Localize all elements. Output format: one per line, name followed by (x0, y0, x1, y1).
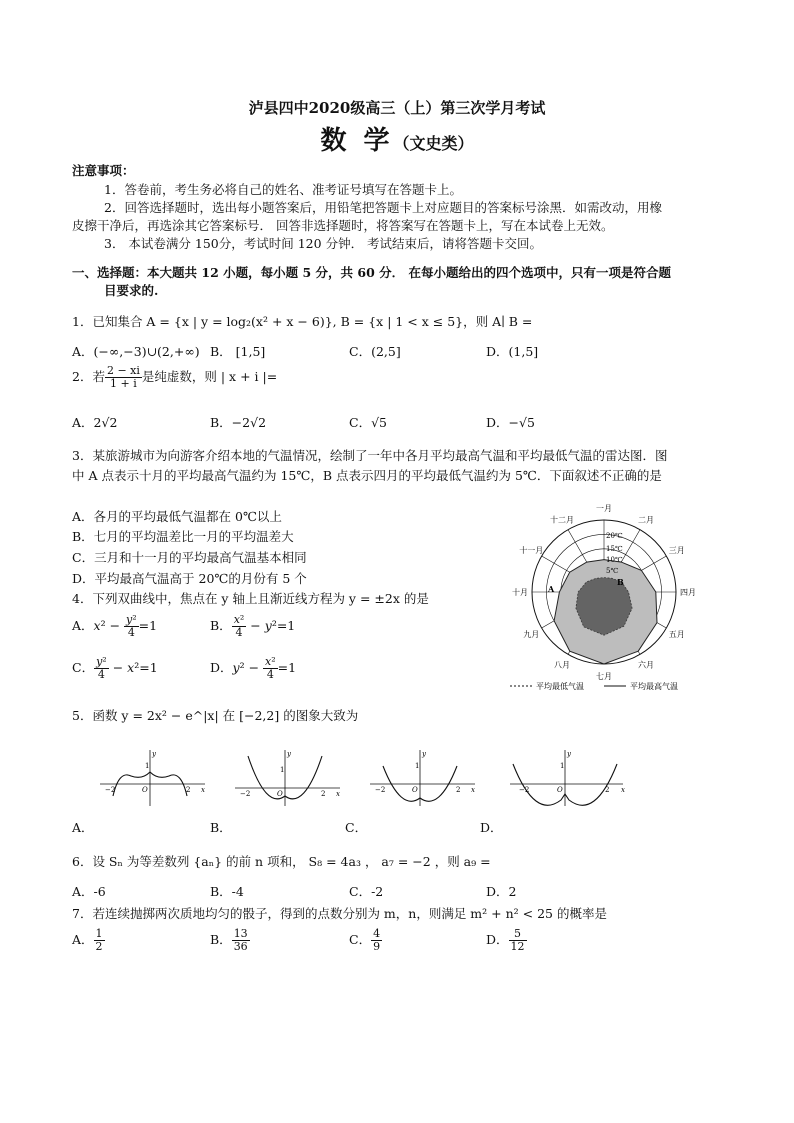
legend-high: 平均最高气温 (630, 682, 678, 691)
q5-option-a: A． (72, 820, 94, 835)
ring-label-10: 10℃ (606, 556, 623, 564)
svg-text:2: 2 (321, 790, 326, 798)
q3-option-b: B．七月的平均温差比一月的平均温差大 (72, 529, 294, 544)
radar-month-label: 一月 (596, 504, 612, 513)
svg-text:2: 2 (456, 786, 461, 794)
radar-month-label: 十月 (512, 588, 528, 597)
q2-fraction: $\frac{2 - xi}{1 + i}$ (106, 364, 140, 390)
radar-month-label: 六月 (638, 660, 654, 670)
q3-stem-2: 中 A 点表示十月的平均最高气温约为 15℃，B 点表示四月的平均最低气温约为 5℃．下面叙述不正确的是 (72, 468, 662, 483)
graph-option-d (505, 748, 630, 808)
svg-text:y: y (152, 750, 156, 758)
q2-option-a: A．2√2 (72, 415, 118, 430)
q4-option-c: C． $\frac{\text{y²}}{4}$ − x²=1 (72, 655, 158, 681)
q4-option-a: A．x² − $\frac{\text{y²}}{4}$ =1 (72, 613, 158, 639)
q1-option-d: D．(1,5] (486, 344, 539, 359)
graph-option-c (365, 748, 485, 808)
graph-option-b (230, 748, 350, 808)
q3-option-c: C．三月和十一月的平均最高气温基本相同 (72, 550, 307, 565)
q6-option-a: A．-6 (72, 884, 106, 899)
radar-month-label: 九月 (523, 630, 540, 639)
q2-option-d: D．−√5 (486, 415, 535, 430)
svg-text:x: x (201, 786, 205, 794)
svg-text:y: y (567, 750, 571, 758)
graph-option-a (95, 748, 215, 808)
radar-month-label: 十二月 (550, 515, 574, 525)
q5-option-d: D． (480, 820, 503, 835)
svg-text:−2: −2 (240, 790, 251, 798)
q7-option-d: D． $\frac{5}{12}$ (486, 927, 525, 953)
svg-text:y: y (287, 750, 291, 758)
q6-stem: 6．设 Sₙ 为等差数列 {aₙ} 的前 n 项和， S₈ = 4a₃ ， a₇ = −2 ，则 a₉ = (72, 854, 491, 869)
svg-text:2: 2 (186, 786, 191, 794)
radar-month-label: 四月 (680, 588, 696, 597)
point-b-label: B (617, 577, 624, 587)
notice-item-2: 2．回答选择题时，选出每小题答案后，用铅笔把答题卡上对应题目的答案标号涂黑．如需改动，用橡 (104, 200, 662, 215)
svg-text:2: 2 (605, 786, 610, 794)
q3-option-a: A．各月的平均最低气温都在 0℃以上 (72, 509, 282, 524)
q2-stem: 2．若 $\frac{2 - xi}{1 + i}$ 是纯虚数，则 | x + i |= (72, 364, 278, 390)
q2-option-b: B．−2√2 (210, 415, 267, 430)
subject-title (0, 120, 794, 157)
svg-text:x: x (471, 786, 475, 794)
q7-option-b: B． $\frac{13}{36}$ (210, 927, 248, 953)
notice-heading: 注意事项： (72, 163, 135, 178)
point-a-label: A (548, 584, 555, 594)
svg-text:O: O (277, 790, 283, 798)
subject-name: 数 学 (320, 126, 394, 156)
svg-text:y: y (422, 750, 426, 758)
svg-text:1: 1 (280, 766, 285, 774)
q5-stem: 5．函数 y = 2x² − e^|x| 在 [−2,2] 的图象大致为 (72, 708, 359, 723)
svg-text:x: x (336, 790, 340, 798)
svg-text:1: 1 (560, 762, 565, 770)
q1-option-c: C．(2,5] (349, 344, 401, 359)
q4-option-d: D．y² − $\frac{\text{x²}}{4}$ =1 (210, 655, 297, 681)
svg-text:O: O (412, 786, 418, 794)
q1-stem: 1．已知集合 A = {x | y = log₂(x² + x − 6)}, B = {x | 1 < x ≤ 5}，则 A∣ B = (72, 314, 533, 329)
radar-month-label: 八月 (554, 660, 570, 670)
svg-text:O: O (557, 786, 563, 794)
svg-text:−2: −2 (519, 786, 530, 794)
svg-text:O: O (142, 786, 148, 794)
ring-label-5: 5℃ (606, 567, 619, 575)
q5-option-c: C． (345, 820, 368, 835)
radar-month-label: 三月 (668, 546, 685, 555)
svg-text:−2: −2 (375, 786, 386, 794)
radar-month-label: 二月 (638, 515, 654, 525)
notice-item-1: 1．答卷前，考生务必将自己的姓名、准考证号填写在答题卡上。 (104, 182, 462, 197)
radar-chart (500, 500, 710, 695)
notice-item-3: 3． 本试卷满分 150分，考试时间 120 分钟． 考试结束后，请将答题卡交回。 (104, 236, 543, 251)
subject-type: （文史类） (393, 134, 474, 153)
q4-stem: 4．下列双曲线中，焦点在 y 轴上且渐近线方程为 y = ±2x 的是 (72, 591, 429, 606)
svg-text:1: 1 (145, 762, 150, 770)
q5-option-b: B． (210, 820, 232, 835)
q7-stem: 7．若连续抛掷两次质地均匀的骰子，得到的点数分别为 m，n，则满足 m² + n² < 25 的概率是 (72, 906, 607, 921)
legend-low: 平均最低气温 (536, 682, 584, 691)
q3-option-d: D．平均最高气温高于 20℃的月份有 5 个 (72, 571, 307, 586)
q1-option-b: B． [1,5] (210, 344, 266, 359)
q2-option-c: C．√5 (349, 415, 387, 430)
q4-option-b: B． $\frac{\text{x²}}{4}$ − y²=1 (210, 613, 296, 639)
section-heading-cont: 目要求的. (104, 283, 159, 298)
exam-title: 泸县四中2020级高三（上）第三次学月考试 (248, 99, 546, 117)
radar-month-label: 七月 (596, 672, 612, 681)
q6-option-d: D．2 (486, 884, 517, 899)
notice-item-2-cont: 皮擦干净后，再选涂其它答案标号． 回答非选择题时，将答案写在答题卡上，写在本试卷上无效。 (72, 218, 614, 233)
q7-option-c: C． $\frac{4}{9}$ (349, 927, 381, 953)
q6-option-c: C．-2 (349, 884, 384, 899)
svg-text:−2: −2 (105, 786, 116, 794)
svg-text:x: x (621, 786, 625, 794)
ring-label-20: 20℃ (606, 532, 623, 540)
radar-month-label: 十一月 (519, 546, 544, 555)
radar-month-label: 五月 (668, 630, 685, 639)
section-heading: 一、选择题：本大题共 12 小题，每小题 5 分，共 60 分． 在每小题给出的四个选项中，只有一项是符合题 (72, 265, 671, 280)
q1-option-a: A．(−∞,−3)∪(2,+∞) (72, 344, 200, 359)
q3-stem-1: 3．某旅游城市为向游客介绍本地的气温情况，绘制了一年中各月平均最高气温和平均最低气温的雷达图．图 (72, 448, 668, 463)
q6-option-b: B．-4 (210, 884, 244, 899)
q7-option-a: A． $\frac{1}{2}$ (72, 927, 103, 953)
ring-label-15: 15℃ (606, 545, 623, 553)
svg-text:1: 1 (415, 762, 420, 770)
